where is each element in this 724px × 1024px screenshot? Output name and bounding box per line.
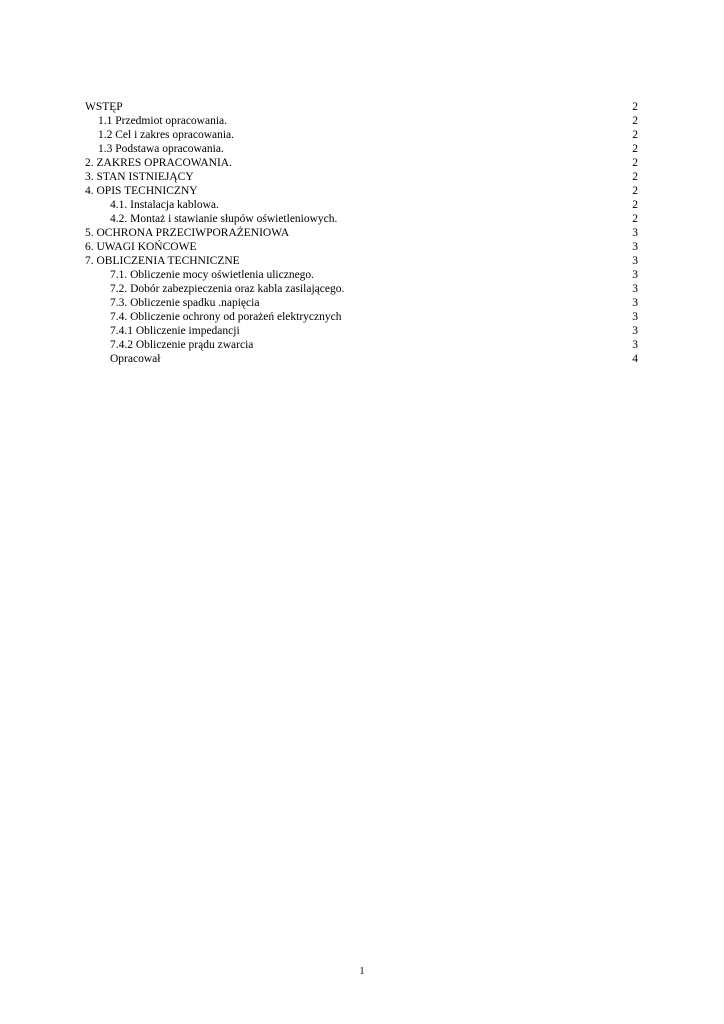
toc-entry-title: 7.1. Obliczenie mocy oświetlenia ulicznego.: [110, 269, 315, 281]
toc-entry-page: 2: [632, 143, 638, 155]
toc-entry-title: 7.4.1 Obliczenie impedancji: [110, 325, 240, 337]
toc-entry-title: 3. STAN ISTNIEJĄCY: [85, 171, 194, 183]
toc-entry-title: 1.1 Przedmiot opracowania.: [98, 115, 228, 127]
toc-entry[interactable]: [85, 338, 638, 352]
toc-entry-page: 3: [632, 227, 638, 239]
toc-entry[interactable]: [85, 156, 638, 170]
toc-entry-page: 2: [632, 171, 638, 183]
toc-entry-page: 3: [632, 283, 638, 295]
toc-entry-page: 3: [632, 311, 638, 323]
table-of-contents: [85, 100, 638, 366]
toc-entry-title: 2. ZAKRES OPRACOWANIA.: [85, 157, 232, 169]
toc-entry-page: 3: [632, 325, 638, 337]
toc-entry[interactable]: [85, 296, 638, 310]
toc-entry-page: 2: [632, 129, 638, 141]
toc-entry-title: 4. OPIS TECHNICZNY: [85, 185, 198, 197]
toc-entry-title: 6. UWAGI KOŃCOWE: [85, 241, 197, 253]
toc-entry-title: 7.4.2 Obliczenie prądu zwarcia: [110, 339, 254, 351]
toc-entry[interactable]: [85, 324, 638, 338]
toc-entry-page: 3: [632, 339, 638, 351]
toc-entry-title: 7.3. Obliczenie spadku .napięcia: [110, 297, 260, 309]
toc-entry[interactable]: [85, 100, 638, 114]
toc-entry-title: WSTĘP: [85, 101, 123, 113]
toc-entry-title: 4.2. Montaż i stawianie słupów oświetleniowych.: [110, 213, 338, 225]
toc-entry[interactable]: [85, 114, 638, 128]
toc-entry-title: 7.2. Dobór zabezpieczenia oraz kabla zasilającego.: [110, 283, 345, 295]
page-number: 1: [359, 966, 365, 977]
toc-entry-page: 2: [632, 115, 638, 127]
toc-entry[interactable]: [85, 226, 638, 240]
toc-entry-page: 2: [632, 185, 638, 197]
toc-entry-page: 2: [632, 157, 638, 169]
toc-entry-title: 1.2 Cel i zakres opracowania.: [98, 129, 235, 141]
toc-entry[interactable]: [85, 310, 638, 324]
toc-entry-title: 7. OBLICZENIA TECHNICZNE: [85, 255, 240, 267]
toc-entry[interactable]: [85, 198, 638, 212]
toc-entry-page: 4: [632, 353, 638, 365]
toc-entry[interactable]: [85, 352, 638, 366]
toc-entry[interactable]: [85, 282, 638, 296]
toc-entry[interactable]: [85, 268, 638, 282]
toc-entry-title: 1.3 Podstawa opracowania.: [98, 143, 224, 155]
toc-entry[interactable]: [85, 254, 638, 268]
toc-entry-page: 2: [632, 213, 638, 225]
toc-entry-title: 7.4. Obliczenie ochrony od porażeń elektrycznych: [110, 311, 342, 323]
toc-entry[interactable]: [85, 240, 638, 254]
toc-entry-page: 3: [632, 241, 638, 253]
toc-entry[interactable]: [85, 128, 638, 142]
toc-entry-page: 3: [632, 255, 638, 267]
toc-entry-page: 2: [632, 199, 638, 211]
toc-entry-page: 3: [632, 269, 638, 281]
toc-entry[interactable]: [85, 142, 638, 156]
toc-entry-title: Opracował: [110, 353, 161, 365]
toc-entry[interactable]: [85, 184, 638, 198]
toc-entry[interactable]: [85, 212, 638, 226]
toc-entry-title: 5. OCHRONA PRZECIWPORAŻENIOWA: [85, 227, 290, 239]
toc-entry[interactable]: [85, 170, 638, 184]
toc-entry-title: 4.1. Instalacja kablowa.: [110, 199, 219, 211]
toc-entry-page: 3: [632, 297, 638, 309]
toc-entry-page: 2: [632, 101, 638, 113]
